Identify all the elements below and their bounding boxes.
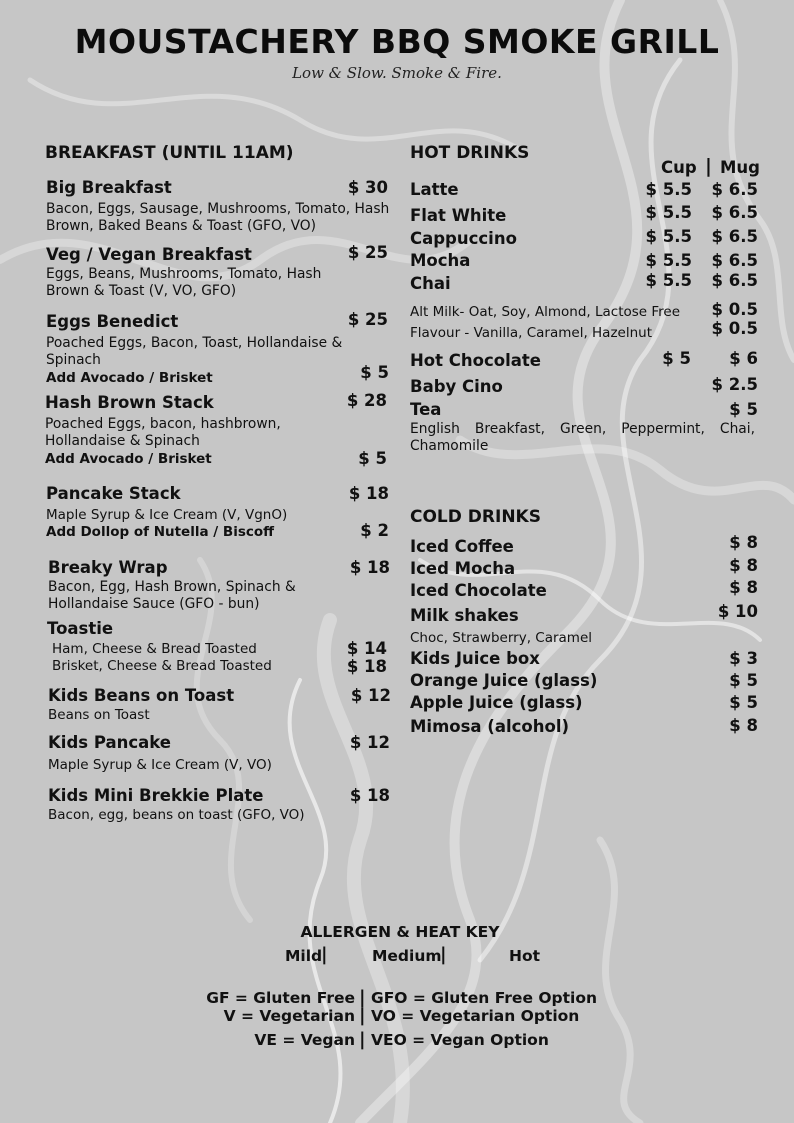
variant-price: $ 14 xyxy=(346,639,387,658)
key-gf: GF = Gluten Free xyxy=(206,989,355,1007)
hot-drinks-heading: HOT DRINKS xyxy=(410,143,530,163)
drink-name: Chai xyxy=(410,274,451,293)
heat-hot: Hot xyxy=(509,947,541,965)
addon-label: Add Dollop of Nutella / Biscoff xyxy=(46,524,275,540)
tagline: Low & Slow. Smoke & Fire. xyxy=(292,64,502,82)
column-cup: Cup xyxy=(661,158,697,177)
item-price: $ 18 xyxy=(349,558,390,577)
cup-price: $ 5 xyxy=(662,349,691,368)
page-title: MOUSTACHERY BBQ SMOKE GRILL xyxy=(74,22,720,61)
drink-name: Tea xyxy=(410,400,442,419)
item-name: Kids Beans on Toast xyxy=(48,686,235,705)
drink-price: $ 10 xyxy=(717,602,758,621)
extra-name: Alt Milk- Oat, Soy, Almond, Lactose Free xyxy=(410,304,681,320)
heat-separator: | xyxy=(321,944,328,965)
item-price: $ 30 xyxy=(347,178,388,197)
item-description: Beans on Toast xyxy=(48,707,150,723)
item-name: Kids Mini Brekkie Plate xyxy=(48,786,264,805)
cup-price: $ 5.5 xyxy=(645,227,692,246)
item-price: $ 12 xyxy=(349,733,390,752)
item-name: Toastie xyxy=(47,619,114,638)
variant-name: Brisket, Cheese & Bread Toasted xyxy=(52,658,272,674)
drink-price: $ 5 xyxy=(729,693,758,712)
drink-name: Latte xyxy=(410,180,459,199)
drink-description: English Breakfast, Green, Peppermint, Chai, Chamomile xyxy=(410,421,755,454)
item-description: Maple Syrup & Ice Cream (V, VgnO) xyxy=(46,507,288,523)
drink-price: $ 5 xyxy=(729,400,758,419)
item-description: Bacon, Egg, Hash Brown, Spinach & Hollandaise Sauce (GFO - bun) xyxy=(48,579,296,612)
extra-name: Flavour - Vanilla, Caramel, Hazelnut xyxy=(410,325,653,341)
item-description: Eggs, Beans, Mushrooms, Tomato, Hash Brown & Toast (V, VO, GFO) xyxy=(46,266,322,299)
drink-price: $ 3 xyxy=(729,649,758,668)
drink-name: Mimosa (alcohol) xyxy=(410,717,570,736)
item-name: Veg / Vegan Breakfast xyxy=(46,245,252,264)
heat-medium: Medium xyxy=(372,947,442,965)
addon-price: $ 2 xyxy=(360,521,389,540)
item-description: Bacon, Eggs, Sausage, Mushrooms, Tomato, Hash Brown, Baked Beans & Toast (GFO, VO) xyxy=(46,201,390,234)
cup-price: $ 5.5 xyxy=(645,251,692,270)
key-v: V = Vegetarian xyxy=(223,1007,355,1025)
variant-name: Ham, Cheese & Bread Toasted xyxy=(52,641,257,657)
drink-price: $ 8 xyxy=(729,556,758,575)
drink-name: Apple Juice (glass) xyxy=(410,693,583,712)
mug-price: $ 6.5 xyxy=(711,203,758,222)
column-separator: | xyxy=(705,155,712,177)
key-gfo: GFO = Gluten Free Option xyxy=(371,989,598,1007)
addon-price: $ 5 xyxy=(360,363,389,382)
extra-price: $ 0.5 xyxy=(711,300,758,319)
drink-name: Orange Juice (glass) xyxy=(410,671,598,690)
drink-name: Mocha xyxy=(410,251,471,270)
key-veo: VEO = Vegan Option xyxy=(371,1031,549,1049)
item-description: Maple Syrup & Ice Cream (V, VO) xyxy=(48,757,272,773)
addon-price: $ 5 xyxy=(358,449,387,468)
item-name: Pancake Stack xyxy=(46,484,181,503)
mug-price: $ 6.5 xyxy=(711,271,758,290)
mug-price: $ 6.5 xyxy=(711,251,758,270)
item-description: Poached Eggs, bacon, hashbrown, Hollandaise & Spinach xyxy=(45,416,281,449)
drink-name: Milk shakes xyxy=(410,606,519,625)
drink-price: $ 2.5 xyxy=(711,375,758,394)
mug-price: $ 6 xyxy=(729,349,758,368)
drink-name: Hot Chocolate xyxy=(410,351,541,370)
drink-name: Kids Juice box xyxy=(410,649,540,668)
drink-price: $ 8 xyxy=(729,533,758,552)
key-separator: | xyxy=(359,987,366,1008)
item-name: Kids Pancake xyxy=(48,733,171,752)
mug-price: $ 6.5 xyxy=(711,180,758,199)
drink-price: $ 8 xyxy=(729,578,758,597)
item-price: $ 25 xyxy=(347,310,388,329)
cup-price: $ 5.5 xyxy=(645,203,692,222)
item-price: $ 12 xyxy=(350,686,391,705)
heat-separator: | xyxy=(440,944,447,965)
drink-name: Iced Mocha xyxy=(410,559,516,578)
item-name: Breaky Wrap xyxy=(48,558,168,577)
drink-description: Choc, Strawberry, Caramel xyxy=(410,630,593,646)
key-separator: | xyxy=(359,1029,366,1050)
item-description: Poached Eggs, Bacon, Toast, Hollandaise & Spinach xyxy=(46,335,343,368)
cold-drinks-heading: COLD DRINKS xyxy=(410,507,541,527)
addon-label: Add Avocado / Brisket xyxy=(46,370,213,386)
item-price: $ 18 xyxy=(348,484,389,503)
key-separator: | xyxy=(359,1005,366,1026)
mug-price: $ 6.5 xyxy=(711,227,758,246)
drink-price: $ 8 xyxy=(729,716,758,735)
drink-name: Iced Coffee xyxy=(410,537,514,556)
drink-name: Flat White xyxy=(410,206,507,225)
addon-label: Add Avocado / Brisket xyxy=(45,451,212,467)
heat-mild: Mild xyxy=(285,947,323,965)
drink-name: Cappuccino xyxy=(410,229,517,248)
variant-price: $ 18 xyxy=(346,657,387,676)
item-price: $ 18 xyxy=(349,786,390,805)
item-name: Eggs Benedict xyxy=(46,312,179,331)
column-mug: Mug xyxy=(720,158,760,177)
item-price: $ 28 xyxy=(346,391,387,410)
extra-price: $ 0.5 xyxy=(711,319,758,338)
key-heading: ALLERGEN & HEAT KEY xyxy=(300,923,500,941)
drink-price: $ 5 xyxy=(729,671,758,690)
item-name: Hash Brown Stack xyxy=(45,393,214,412)
key-ve: VE = Vegan xyxy=(254,1031,355,1049)
item-price: $ 25 xyxy=(347,243,388,262)
cup-price: $ 5.5 xyxy=(645,180,692,199)
breakfast-heading: BREAKFAST (UNTIL 11AM) xyxy=(45,143,294,163)
drink-name: Iced Chocolate xyxy=(410,581,547,600)
item-name: Big Breakfast xyxy=(46,178,172,197)
item-description: Bacon, egg, beans on toast (GFO, VO) xyxy=(48,807,305,823)
cup-price: $ 5.5 xyxy=(645,271,692,290)
drink-name: Baby Cino xyxy=(410,377,503,396)
key-vo: VO = Vegetarian Option xyxy=(371,1007,580,1025)
